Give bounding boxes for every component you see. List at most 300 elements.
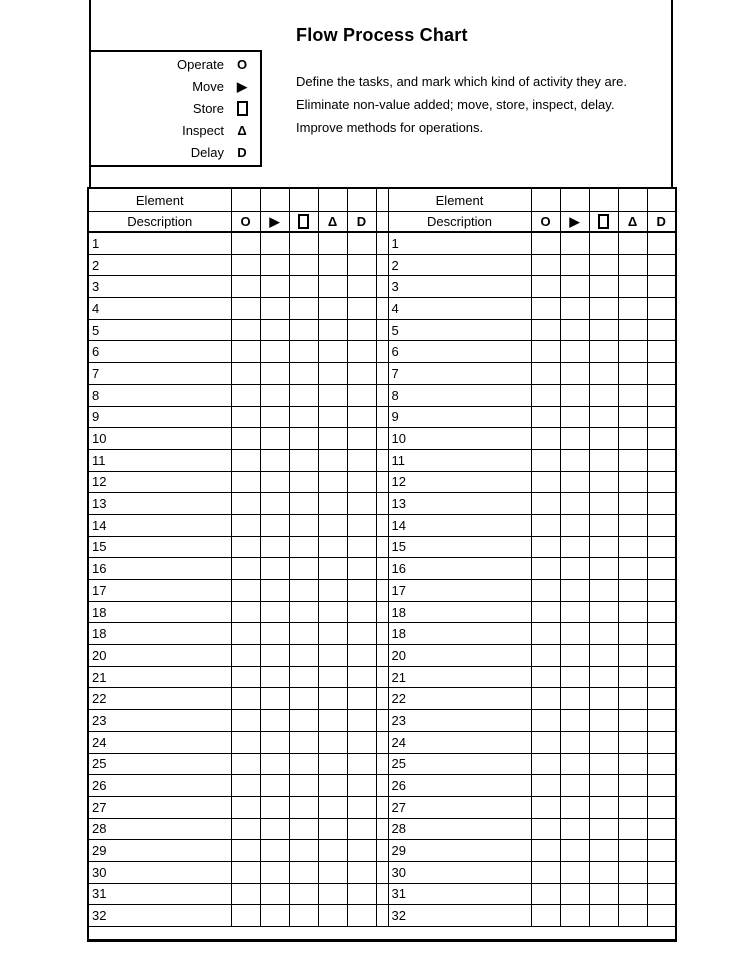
activity-cell-store <box>589 796 618 818</box>
activity-cell-move <box>560 580 589 602</box>
activity-cell-delay <box>647 775 676 797</box>
separator-cell <box>376 514 388 536</box>
activity-cell-move <box>260 688 289 710</box>
activity-cell-move <box>260 493 289 515</box>
activity-cell-store <box>589 753 618 775</box>
activity-cell-operate <box>531 363 560 385</box>
activity-cell-move <box>260 666 289 688</box>
table-row <box>88 319 676 341</box>
activity-cell-operate <box>531 341 560 363</box>
row-number-cell: 4 <box>388 298 531 320</box>
activity-cell-operate <box>531 818 560 840</box>
separator-cell <box>376 384 388 406</box>
activity-cell-operate <box>231 428 260 450</box>
activity-cell-operate <box>531 449 560 471</box>
activity-cell-operate <box>531 298 560 320</box>
activity-cell-delay <box>347 428 376 450</box>
activity-cell-inspect <box>318 883 347 905</box>
row-number-cell: 21 <box>88 666 231 688</box>
activity-cell-store <box>289 319 318 341</box>
activity-cell-inspect <box>318 666 347 688</box>
instruction-line: Improve methods for operations. <box>296 120 484 135</box>
activity-cell-inspect <box>318 276 347 298</box>
activity-cell-inspect <box>318 818 347 840</box>
row-number-cell: 25 <box>388 753 531 775</box>
activity-cell-store <box>589 861 618 883</box>
activity-cell-delay <box>647 645 676 667</box>
activity-cell-move <box>260 840 289 862</box>
legend-item-label: Operate <box>177 57 224 72</box>
activity-cell-inspect <box>318 905 347 927</box>
activity-cell-delay <box>347 493 376 515</box>
activity-cell-inspect <box>318 363 347 385</box>
legend-item-inspect <box>91 120 260 141</box>
activity-cell-store <box>289 840 318 862</box>
table-row <box>88 493 676 515</box>
activity-cell-store <box>589 254 618 276</box>
activity-cell-inspect <box>318 493 347 515</box>
activity-cell-delay <box>647 818 676 840</box>
activity-cell-move <box>260 276 289 298</box>
page-title: Flow Process Chart <box>296 25 468 45</box>
row-number-cell: 8 <box>388 384 531 406</box>
row-number-cell: 22 <box>388 688 531 710</box>
activity-cell-operate <box>231 298 260 320</box>
row-number-cell: 24 <box>88 731 231 753</box>
activity-cell-move <box>260 384 289 406</box>
activity-cell-store <box>589 232 618 254</box>
activity-cell-move <box>260 710 289 732</box>
activity-column-header-inspect <box>318 212 347 233</box>
half-separator <box>376 212 388 233</box>
row-number-cell: 18 <box>88 623 231 645</box>
activity-cell-delay <box>347 384 376 406</box>
separator-cell <box>376 861 388 883</box>
activity-cell-delay <box>647 428 676 450</box>
activity-cell-move <box>260 471 289 493</box>
row-number-cell: 5 <box>388 319 531 341</box>
activity-cell-operate <box>531 840 560 862</box>
activity-cell-move <box>560 775 589 797</box>
table-row <box>88 341 676 363</box>
activity-cell-operate <box>231 276 260 298</box>
table-row <box>88 645 676 667</box>
activity-cell-operate <box>231 384 260 406</box>
activity-cell-delay <box>347 666 376 688</box>
activity-column-header-delay <box>347 212 376 233</box>
activity-cell-operate <box>531 471 560 493</box>
operate-icon: O <box>540 214 551 229</box>
activity-cell-store <box>289 471 318 493</box>
activity-cell-move <box>560 623 589 645</box>
activity-cell-delay <box>647 449 676 471</box>
row-number-cell: 14 <box>88 514 231 536</box>
activity-cell-inspect <box>618 796 647 818</box>
activity-cell-delay <box>647 731 676 753</box>
table-row <box>88 883 676 905</box>
activity-cell-inspect <box>618 363 647 385</box>
activity-cell-delay <box>347 558 376 580</box>
activity-cell-operate <box>531 731 560 753</box>
activity-cell-operate <box>231 558 260 580</box>
legend-item-label: Move <box>192 79 224 94</box>
activity-cell-delay <box>347 818 376 840</box>
activity-cell-operate <box>531 905 560 927</box>
activity-column-header-move <box>560 212 589 233</box>
activity-column-header-operate <box>231 212 260 233</box>
store-rectangle-icon <box>598 214 609 229</box>
element-header-left: Element <box>88 188 231 212</box>
row-number-cell: 20 <box>88 645 231 667</box>
row-number-cell: 29 <box>388 840 531 862</box>
activity-column-header-store <box>289 212 318 233</box>
activity-cell-delay <box>347 688 376 710</box>
activity-cell-store <box>289 818 318 840</box>
activity-column-header-delay <box>647 212 676 233</box>
activity-cell-operate <box>231 601 260 623</box>
activity-cell-store <box>289 775 318 797</box>
activity-cell-move <box>260 514 289 536</box>
separator-cell <box>376 796 388 818</box>
empty-header-cell <box>231 188 260 212</box>
activity-cell-operate <box>231 363 260 385</box>
activity-cell-delay <box>647 493 676 515</box>
activity-cell-delay <box>647 688 676 710</box>
activity-cell-operate <box>531 558 560 580</box>
activity-cell-store <box>589 363 618 385</box>
activity-cell-operate <box>231 731 260 753</box>
separator-cell <box>376 688 388 710</box>
activity-cell-inspect <box>318 384 347 406</box>
activity-cell-delay <box>647 514 676 536</box>
table-row <box>88 818 676 840</box>
table-row <box>88 514 676 536</box>
activity-cell-inspect <box>618 666 647 688</box>
activity-cell-move <box>260 536 289 558</box>
element-header-row <box>88 188 676 212</box>
legend-item-move <box>91 76 260 97</box>
activity-cell-operate <box>531 254 560 276</box>
flow-process-table <box>87 187 677 942</box>
separator-cell <box>376 840 388 862</box>
activity-cell-operate <box>531 710 560 732</box>
activity-cell-delay <box>647 232 676 254</box>
activity-cell-store <box>589 276 618 298</box>
activity-cell-operate <box>231 905 260 927</box>
activity-cell-delay <box>647 471 676 493</box>
row-number-cell: 25 <box>88 753 231 775</box>
activity-cell-store <box>289 363 318 385</box>
row-number-cell: 16 <box>88 558 231 580</box>
separator-cell <box>376 536 388 558</box>
activity-cell-move <box>560 601 589 623</box>
activity-cell-store <box>289 232 318 254</box>
row-number-cell: 10 <box>88 428 231 450</box>
row-number-cell: 17 <box>388 580 531 602</box>
activity-cell-move <box>260 753 289 775</box>
description-header-right: Description <box>388 212 531 233</box>
activity-cell-inspect <box>618 688 647 710</box>
activity-cell-inspect <box>618 493 647 515</box>
activity-cell-store <box>289 580 318 602</box>
activity-cell-move <box>260 731 289 753</box>
row-number-cell: 3 <box>388 276 531 298</box>
operate-icon: O <box>240 214 251 229</box>
activity-cell-store <box>589 840 618 862</box>
activity-cell-delay <box>347 536 376 558</box>
separator-cell <box>376 775 388 797</box>
activity-cell-store <box>589 580 618 602</box>
activity-cell-inspect <box>618 645 647 667</box>
activity-cell-operate <box>531 406 560 428</box>
activity-cell-delay <box>647 753 676 775</box>
activity-cell-store <box>289 493 318 515</box>
activity-cell-inspect <box>318 753 347 775</box>
activity-cell-store <box>289 449 318 471</box>
activity-cell-delay <box>347 645 376 667</box>
activity-cell-move <box>560 428 589 450</box>
activity-cell-inspect <box>618 232 647 254</box>
activity-cell-inspect <box>318 536 347 558</box>
activity-cell-move <box>260 601 289 623</box>
separator-cell <box>376 319 388 341</box>
activity-cell-inspect <box>618 861 647 883</box>
activity-cell-inspect <box>618 341 647 363</box>
activity-cell-inspect <box>318 688 347 710</box>
table-row <box>88 688 676 710</box>
table-row <box>88 232 676 254</box>
separator-cell <box>376 666 388 688</box>
activity-cell-delay <box>647 363 676 385</box>
activity-cell-store <box>589 601 618 623</box>
activity-cell-move <box>260 298 289 320</box>
activity-cell-inspect <box>618 276 647 298</box>
row-number-cell: 10 <box>388 428 531 450</box>
empty-header-cell <box>318 188 347 212</box>
activity-cell-inspect <box>618 818 647 840</box>
separator-cell <box>376 623 388 645</box>
activity-cell-store <box>589 818 618 840</box>
inspect-icon: Δ <box>237 123 247 138</box>
activity-cell-move <box>560 384 589 406</box>
empty-header-cell <box>618 188 647 212</box>
activity-cell-store <box>589 645 618 667</box>
right-page-rule <box>671 0 673 188</box>
activity-cell-store <box>289 796 318 818</box>
activity-cell-inspect <box>618 840 647 862</box>
activity-cell-inspect <box>318 623 347 645</box>
activity-cell-delay <box>647 796 676 818</box>
legend-item-symbol <box>224 58 260 71</box>
table-row <box>88 710 676 732</box>
activity-cell-store <box>589 384 618 406</box>
activity-cell-delay <box>347 276 376 298</box>
store-rectangle-icon <box>237 101 248 116</box>
table-row <box>88 666 676 688</box>
instruction-line: Eliminate non-value added; move, store, inspect, delay. <box>296 97 615 112</box>
activity-cell-move <box>260 406 289 428</box>
separator-cell <box>376 341 388 363</box>
description-header-left: Description <box>88 212 231 233</box>
separator-cell <box>376 298 388 320</box>
legend-item-label: Inspect <box>182 123 224 138</box>
delay-icon: D <box>237 145 247 160</box>
activity-legend <box>89 50 262 167</box>
table-row <box>88 601 676 623</box>
activity-cell-inspect <box>318 710 347 732</box>
activity-cell-inspect <box>318 514 347 536</box>
activity-cell-move <box>260 341 289 363</box>
table-row <box>88 861 676 883</box>
activity-cell-inspect <box>318 580 347 602</box>
activity-cell-store <box>589 666 618 688</box>
activity-cell-operate <box>231 493 260 515</box>
activity-cell-move <box>260 775 289 797</box>
activity-cell-store <box>589 688 618 710</box>
activity-cell-operate <box>531 428 560 450</box>
row-number-cell: 21 <box>388 666 531 688</box>
activity-cell-store <box>289 558 318 580</box>
activity-cell-operate <box>231 796 260 818</box>
row-number-cell: 2 <box>88 254 231 276</box>
activity-cell-inspect <box>618 601 647 623</box>
activity-cell-move <box>260 883 289 905</box>
activity-cell-operate <box>531 883 560 905</box>
row-number-cell: 23 <box>88 710 231 732</box>
activity-cell-move <box>560 232 589 254</box>
separator-cell <box>376 731 388 753</box>
instructions <box>296 70 627 139</box>
activity-cell-operate <box>231 666 260 688</box>
activity-cell-store <box>289 710 318 732</box>
row-number-cell: 6 <box>88 341 231 363</box>
activity-cell-operate <box>231 514 260 536</box>
separator-cell <box>376 428 388 450</box>
separator-cell <box>376 232 388 254</box>
activity-cell-delay <box>347 232 376 254</box>
activity-cell-inspect <box>318 428 347 450</box>
activity-cell-delay <box>347 341 376 363</box>
activity-cell-operate <box>231 471 260 493</box>
table-row <box>88 796 676 818</box>
activity-cell-delay <box>647 558 676 580</box>
activity-cell-delay <box>347 861 376 883</box>
activity-cell-move <box>560 883 589 905</box>
row-number-cell: 32 <box>88 905 231 927</box>
separator-cell <box>376 558 388 580</box>
activity-cell-operate <box>231 775 260 797</box>
activity-cell-move <box>260 363 289 385</box>
activity-cell-move <box>560 645 589 667</box>
activity-cell-move <box>260 645 289 667</box>
activity-cell-delay <box>347 298 376 320</box>
table-row <box>88 276 676 298</box>
activity-cell-delay <box>647 905 676 927</box>
activity-cell-delay <box>647 601 676 623</box>
move-icon: ▶ <box>237 79 247 94</box>
activity-cell-operate <box>231 341 260 363</box>
legend-item-symbol <box>224 124 260 137</box>
activity-cell-delay <box>647 254 676 276</box>
activity-cell-delay <box>347 254 376 276</box>
separator-cell <box>376 580 388 602</box>
activity-cell-delay <box>347 319 376 341</box>
activity-cell-inspect <box>618 731 647 753</box>
row-number-cell: 12 <box>388 471 531 493</box>
activity-cell-delay <box>347 905 376 927</box>
activity-cell-store <box>589 514 618 536</box>
activity-cell-operate <box>231 818 260 840</box>
activity-cell-delay <box>347 623 376 645</box>
activity-cell-store <box>589 341 618 363</box>
activity-cell-operate <box>531 580 560 602</box>
activity-cell-store <box>589 319 618 341</box>
activity-cell-inspect <box>318 406 347 428</box>
table-row <box>88 580 676 602</box>
activity-cell-move <box>260 232 289 254</box>
activity-cell-inspect <box>618 623 647 645</box>
activity-cell-move <box>560 341 589 363</box>
row-number-cell: 30 <box>88 861 231 883</box>
separator-cell <box>376 471 388 493</box>
activity-cell-store <box>589 536 618 558</box>
activity-cell-delay <box>647 276 676 298</box>
row-number-cell: 26 <box>388 775 531 797</box>
separator-cell <box>376 254 388 276</box>
row-number-cell: 12 <box>88 471 231 493</box>
activity-cell-inspect <box>318 449 347 471</box>
activity-cell-delay <box>647 384 676 406</box>
activity-cell-operate <box>231 232 260 254</box>
activity-cell-delay <box>647 298 676 320</box>
row-number-cell: 18 <box>388 623 531 645</box>
activity-cell-inspect <box>618 298 647 320</box>
delay-icon: D <box>356 214 367 229</box>
legend-item-store <box>91 98 260 119</box>
activity-cell-move <box>560 731 589 753</box>
row-number-cell: 7 <box>88 363 231 385</box>
inspect-icon: Δ <box>627 214 638 229</box>
activity-cell-operate <box>231 319 260 341</box>
activity-cell-store <box>589 623 618 645</box>
row-number-cell: 9 <box>388 406 531 428</box>
row-number-cell: 3 <box>88 276 231 298</box>
legend-item-operate <box>91 54 260 75</box>
activity-cell-operate <box>531 623 560 645</box>
activity-column-header-move <box>260 212 289 233</box>
table-row <box>88 254 676 276</box>
activity-cell-operate <box>531 232 560 254</box>
activity-cell-delay <box>647 861 676 883</box>
activity-cell-inspect <box>618 406 647 428</box>
activity-cell-delay <box>347 601 376 623</box>
activity-cell-move <box>260 818 289 840</box>
activity-cell-delay <box>647 840 676 862</box>
activity-cell-move <box>260 254 289 276</box>
row-number-cell: 23 <box>388 710 531 732</box>
row-number-cell: 27 <box>88 796 231 818</box>
activity-cell-delay <box>347 883 376 905</box>
inspect-icon: Δ <box>327 214 338 229</box>
delay-icon: D <box>656 214 666 229</box>
row-number-cell: 11 <box>88 449 231 471</box>
row-number-cell: 15 <box>88 536 231 558</box>
activity-cell-delay <box>347 471 376 493</box>
row-number-cell: 28 <box>388 818 531 840</box>
store-rectangle-icon <box>298 214 309 229</box>
table-row <box>88 753 676 775</box>
activity-cell-operate <box>231 449 260 471</box>
